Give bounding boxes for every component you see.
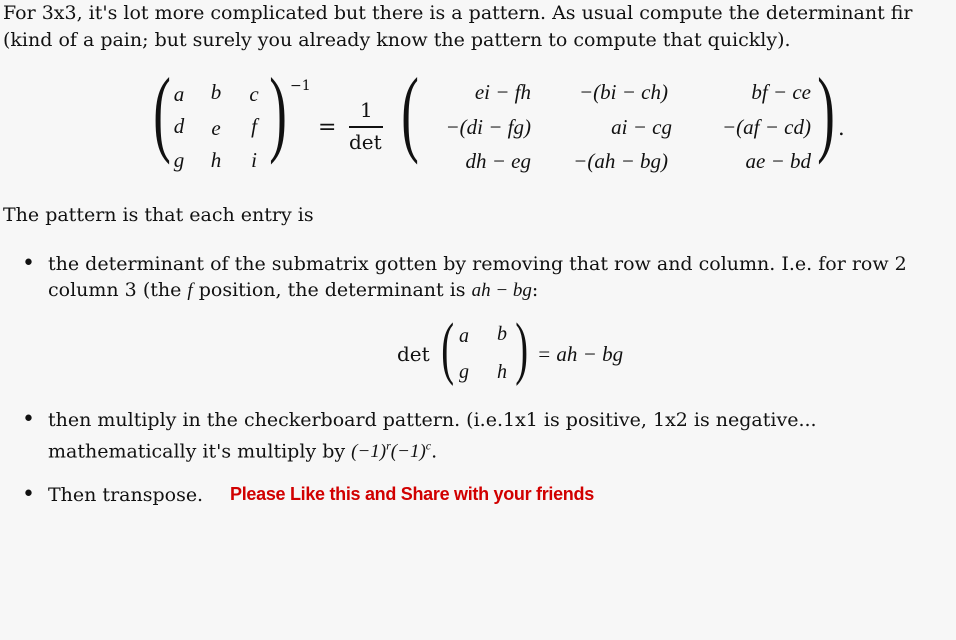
bullet-1-line-1: the determinant of the submatrix gotten by removing that row and column. I.e. for row 2	[48, 253, 907, 275]
fraction-denominator: det	[349, 130, 382, 154]
lhs-cell: i	[251, 148, 257, 172]
rhs-cell: ae − bd	[745, 149, 811, 173]
det-example	[0, 310, 956, 390]
rhs-cell: bf − ce	[751, 80, 811, 104]
like-share-banner[interactable]: Please Like this and Share with your friends	[230, 484, 594, 504]
lhs-cell: c	[249, 82, 259, 106]
det-rhs: = ah − bg	[537, 342, 624, 366]
b2-end: .	[431, 440, 438, 463]
rhs-cell: ei − fh	[474, 80, 531, 104]
lhs-cell: h	[210, 148, 222, 172]
b2-term-a: (−1)	[351, 441, 387, 463]
rhs-right-paren: )	[817, 58, 835, 165]
det-cell: a	[459, 325, 469, 347]
lhs-cell: e	[211, 116, 221, 140]
equation-period: .	[838, 116, 845, 140]
bullet-3-text: Then transpose.	[48, 484, 204, 506]
b2-expression	[351, 441, 431, 462]
lhs-cell: b	[210, 80, 222, 104]
det-label: det	[397, 342, 430, 366]
lhs-cell: f	[251, 114, 257, 138]
b1-end: :	[531, 279, 539, 301]
b2-prefix: mathematically it's multiply by	[48, 440, 346, 463]
b2-sup-r: r	[386, 439, 391, 453]
b2-term-b: (−1)	[390, 441, 426, 463]
bullet-2-line-1: then multiply in the checkerboard pattern. (i.e.1x1 is positive, 1x2 is negative...	[48, 409, 817, 431]
b1-prefix: column 3 (the	[48, 279, 182, 301]
rhs-cell: dh − eg	[465, 149, 531, 173]
bullet-dot: •	[22, 407, 35, 432]
rhs-left-paren: (	[401, 58, 419, 165]
fraction-numerator: 1	[360, 98, 373, 122]
rhs-cell: −(ah − bg)	[573, 149, 668, 173]
det-cell: h	[497, 361, 507, 383]
det-left-paren: (	[441, 310, 455, 387]
b2-sup-c: c	[425, 439, 432, 453]
bullet-dot: •	[22, 482, 35, 507]
rhs-cell: −(bi − ch)	[579, 80, 668, 104]
bullet-dot: •	[22, 251, 35, 276]
rhs-cell: −(af − cd)	[722, 115, 811, 139]
rhs-cell: ai − cg	[611, 115, 672, 139]
det-cell: g	[459, 361, 469, 383]
inverse-exponent: −1	[290, 78, 311, 94]
lhs-cell: d	[173, 114, 185, 138]
fraction-bar	[349, 126, 383, 128]
intro-line-2: (kind of a pain; but surely you already know the pattern to compute that quickly).	[3, 29, 791, 51]
lhs-left-paren: (	[153, 58, 171, 165]
b1-mid: position, the determinant is	[198, 279, 466, 301]
pattern-intro: The pattern is that each entry is	[3, 204, 314, 226]
b1-f-symbol: f	[187, 280, 193, 301]
b1-expression: ah − bg	[471, 280, 532, 301]
rhs-cell: −(di − fg)	[445, 115, 531, 139]
lhs-cell: a	[173, 82, 185, 106]
bullet-2-line-2	[48, 433, 437, 465]
bullet-1-line-2	[48, 277, 538, 304]
det-right-paren: )	[515, 310, 529, 387]
lhs-cell: g	[173, 148, 185, 172]
intro-line-1: For 3x3, it's lot more complicated but there is a pattern. As usual compute the determinant fir	[3, 2, 913, 24]
equals-sign: =	[318, 115, 337, 140]
lhs-right-paren: )	[269, 58, 287, 165]
det-cell: b	[497, 323, 507, 345]
inverse-equation	[0, 58, 956, 184]
